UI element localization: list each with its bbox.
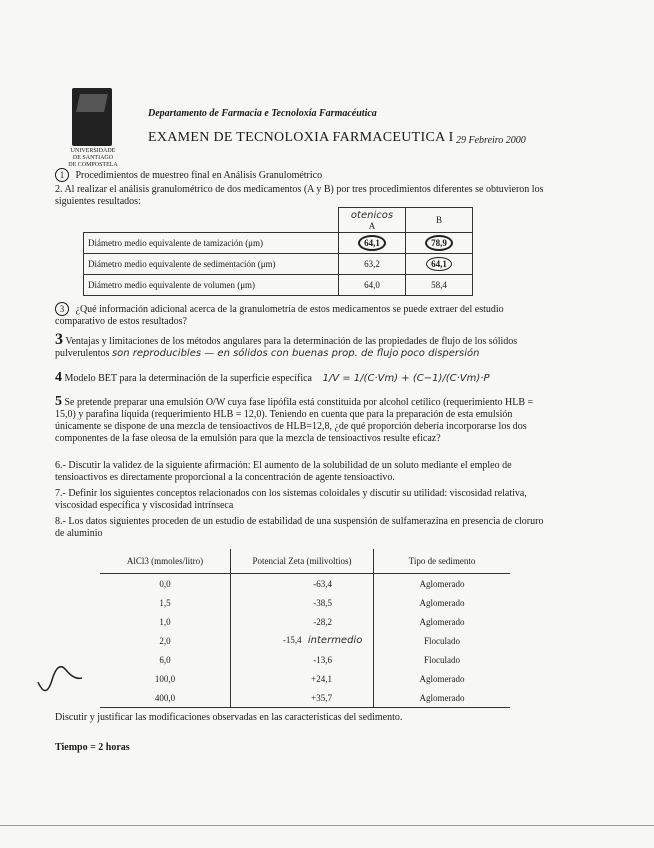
value-b: 64,1 [426,257,452,271]
question-5 [55,396,550,445]
table-row: 1,5 -38,5 Aglomerado [100,593,510,612]
table-row: 0,0 -63,4 Aglomerado [100,574,510,594]
university-logo [72,88,112,146]
table-row: 6,0 -13,6 Floculado [100,650,510,669]
question-number: 5 [55,394,62,409]
handwritten-note: otenicos [350,209,394,221]
question-number: 6.- [55,460,66,471]
granulometry-table [83,207,473,296]
question-number: 3 [55,302,69,316]
table-row [84,275,473,296]
header-sediment: Tipo de sedimento [374,549,511,574]
col-b-header: B [406,208,473,233]
question-2 [55,184,550,208]
header-zeta: Potencial Zeta (milivoltios) [231,549,374,574]
final-instruction: Discutir y justificar las modificaciones observadas en las características del sedimento. [55,712,403,723]
handwritten-formula: 1/V = 1/(C·Vm) + (C−1)/(C·Vm)·P [322,373,490,384]
question-number: 7.- [55,488,66,499]
question-text: Definir los siguientes conceptos relacionados con los sistemas coloidales y discutir su utilidad: viscosidad relativa, viscosidad específica y viscosidad intrínseca [55,488,527,511]
question-text: Se pretende preparar una emulsión O/W cuya fase lipófila está constituida por alcohol cetílico (requerimiento HLB = 15,0) y parafina líquida (requerimiento HLB = 12,0). Teniendo en cuenta que para la preparación de esta emulsión únicamente se dispone de una mezcla de tensioactivos de HLB=12,8, ¿de qué proporción debería incorporarse los dos componentes de la fase oleosa de la emulsión para que la mezcla de tensioactivos resulte eficaz? [55,397,534,444]
exam-time: Tiempo = 2 horas [55,742,130,753]
question-number: 3 [55,331,63,348]
question-8 [55,516,550,540]
question-number: 1 [55,168,69,182]
question-text: Discutir la validez de la siguiente afirmación: El aumento de la solubilidad de un soluto mediante el empleo de tensioactivos es directamente proporcional a la concentración de agente tensioactivo. [55,460,512,483]
question-3a [55,302,550,328]
table-row [84,254,473,275]
table-row: 2,0 -15,4 intermedio Floculado [100,631,510,650]
table-row: 400,0 +35,7 Aglomerado [100,688,510,708]
question-text: Modelo BET para la determinación de la superficie específica [64,373,312,384]
table-row: 1,0 -28,2 Aglomerado [100,612,510,631]
handwritten-note: intermedio [307,635,363,646]
table-row: 100,0 +24,1 Aglomerado [100,669,510,688]
handwritten-note: son reproducibles — en sólidos con buenas prop. de flujo [111,348,399,359]
exam-title: EXAMEN DE TECNOLOXIA FARMACEUTICA I [148,130,454,145]
question-3b [55,331,550,360]
value-b: 58,4 [406,275,473,296]
value-b: 78,9 [425,235,453,251]
question-number: 2. [55,184,63,195]
col-a-header: otenicos A [339,208,406,233]
row-label: Diámetro medio equivalente de sedimentación (μm) [84,254,339,275]
question-text: Ventajas y limitaciones de los métodos angulares para la determinación de las propiedades de flujo de los sólidos pulverulentos [55,336,518,359]
question-text: ¿Qué información adicional acerca de la granulometría de estos medicamentos se puede extraer del estudio comparativo de estos resultados? [55,304,504,327]
question-4 [55,372,550,385]
bottom-divider [0,825,654,826]
row-label: Diámetro medio equivalente de volumen (μm) [84,275,339,296]
department-name: Departamento de Farmacia e Tecnoloxía Farmacéutica [148,108,377,119]
stability-table [100,549,510,708]
question-number: 8.- [55,516,66,527]
exam-date: 29 Febreiro 2000 [456,135,526,146]
value-a: 64,1 [358,235,386,251]
value-a: 64,0 [339,275,406,296]
value-a: 63,2 [339,254,406,275]
logo-caption: UNIVERSIDADE DE SANTIAGO DE COMPOSTELA [68,148,118,168]
header-alcl3: AlCl3 (mmoles/litro) [100,549,231,574]
question-number: 4 [55,370,62,385]
question-text: Al realizar el análisis granulométrico de dos medicamentos (A y B) por tres procedimientos diferentes se obtuvieron los siguientes resultados: [55,184,544,207]
question-6 [55,460,550,484]
question-7 [55,488,550,512]
question-text: Los datos siguientes proceden de un estudio de estabilidad de una suspensión de sulfamerazina en presencia de cloruro de aluminio [55,516,544,539]
question-text: Procedimientos de muestreo final en Análisis Granulométrico [75,170,323,181]
row-label: Diámetro medio equivalente de tamización (μm) [84,233,339,254]
handwritten-mark-icon [36,660,86,700]
table-row [84,233,473,254]
handwritten-note: poco dispersión [400,348,480,359]
question-1 [55,168,550,182]
